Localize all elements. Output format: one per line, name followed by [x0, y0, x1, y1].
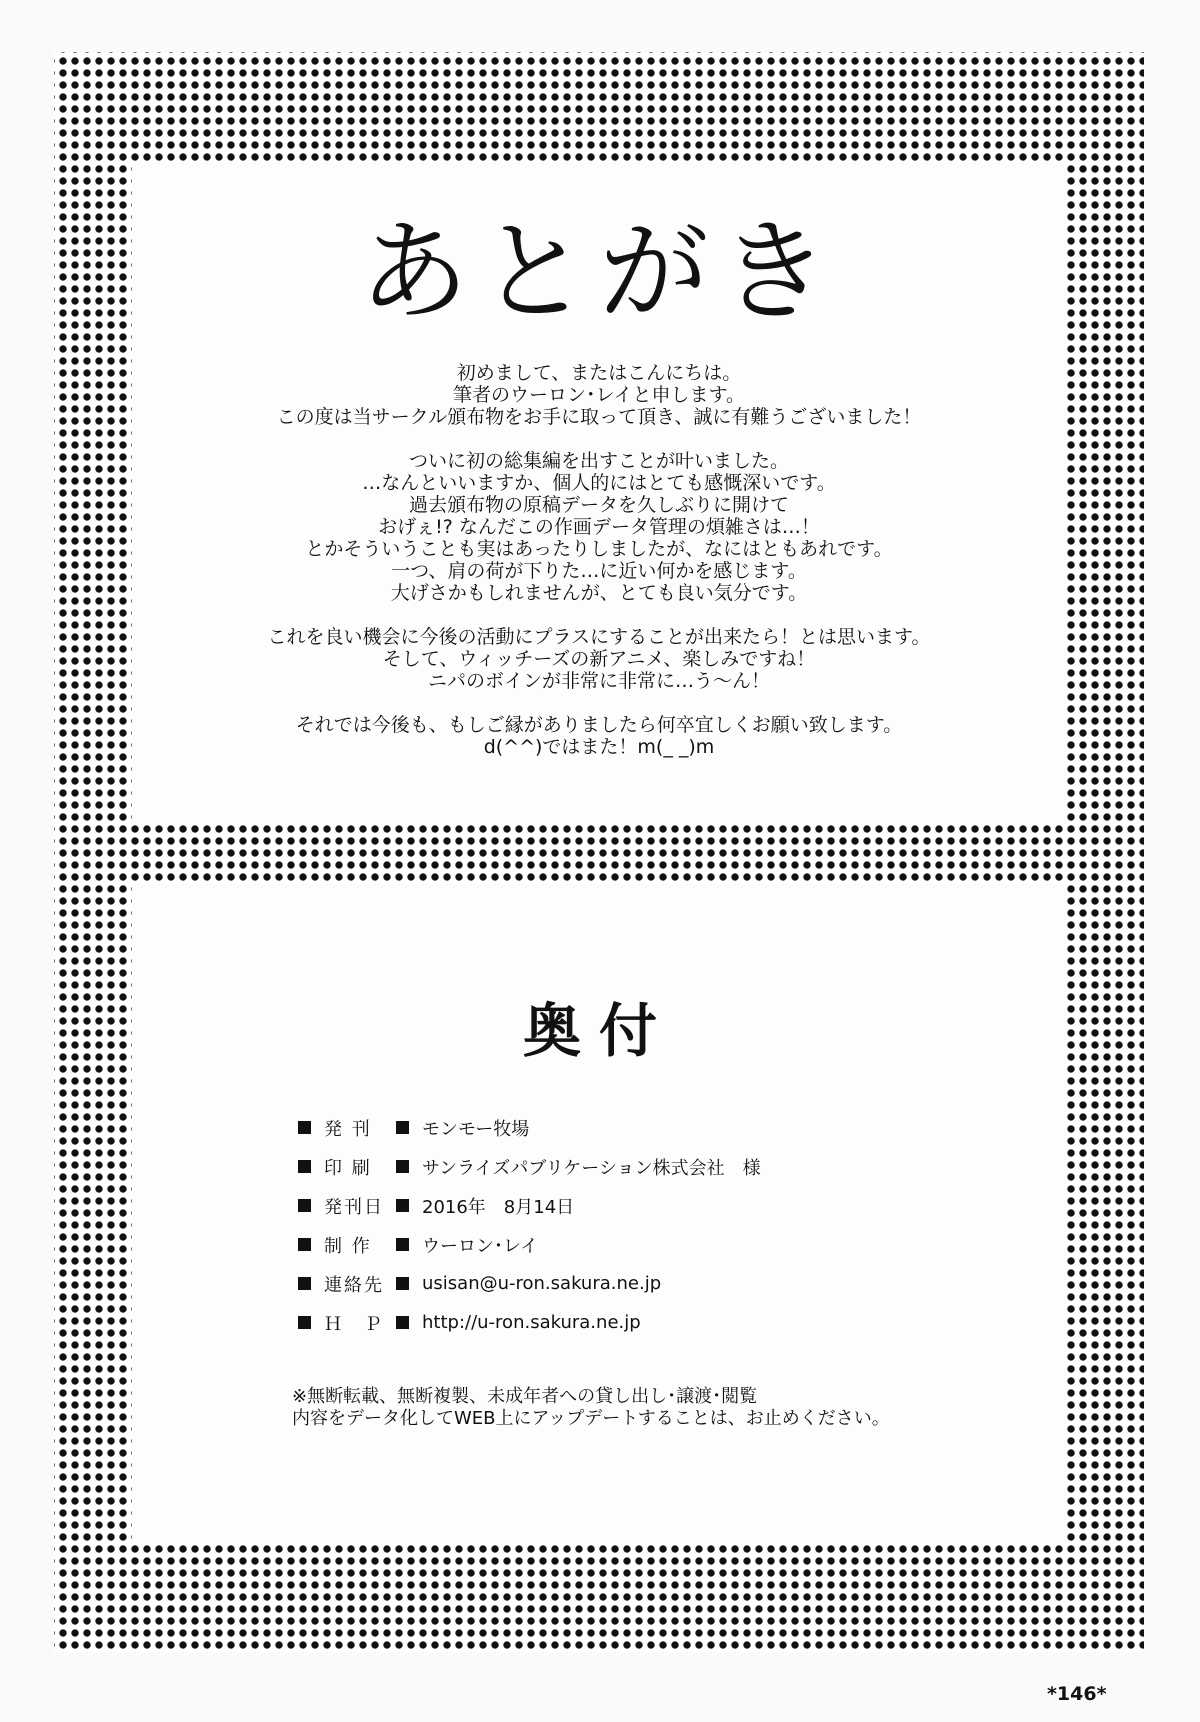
afterword-line: これを良い機会に今後の活動にプラスにすることが出来たら！とは思います。 [267, 626, 931, 648]
copyright-notice [292, 1386, 890, 1430]
colophon-label: Ｈ Ｐ [324, 1313, 384, 1335]
square-bullet-icon [298, 1160, 311, 1173]
afterword-line: 初めまして、またはこんにちは。 [456, 362, 742, 384]
colophon-panel [132, 884, 1066, 1543]
colophon-table [298, 1108, 761, 1342]
afterword-body [132, 362, 1066, 758]
colophon-label: 発刊日 [324, 1196, 384, 1218]
colophon-row [298, 1186, 761, 1225]
page-number: *146* [1047, 1683, 1107, 1705]
paragraph-gap [132, 604, 1066, 626]
colophon-value: 2016年 8月14日 [422, 1196, 575, 1218]
colophon-value: usisan@u-ron.sakura.ne.jp [422, 1273, 662, 1294]
afterword-line: それでは今後も、もしご縁がありましたら何卒宜しくお願い致します。 [295, 714, 903, 736]
afterword-line: 筆者のウーロン･レイと申します。 [452, 384, 746, 406]
paragraph-gap [132, 692, 1066, 714]
square-bullet-icon [298, 1316, 311, 1329]
afterword-line: おげぇ!? なんだこの作画データ管理の煩雑さは…！ [378, 516, 820, 538]
colophon-value: モンモー牧場 [422, 1118, 530, 1140]
square-bullet-icon [396, 1160, 409, 1173]
afterword-line: とかそういうことも実はあったりしましたが、なにはともあれです。 [305, 538, 893, 560]
square-bullet-icon [396, 1238, 409, 1251]
square-bullet-icon [298, 1199, 311, 1212]
colophon-value: ウーロン･レイ [422, 1235, 539, 1257]
colophon-label: 発 刊 [324, 1118, 372, 1140]
square-bullet-icon [396, 1199, 409, 1212]
afterword-line: ニパのボインが非常に非常に…う～ん！ [427, 670, 770, 692]
afterword-line: …なんといいますか、個人的にはとても感慨深いです。 [362, 472, 836, 494]
afterword-line: 一つ、肩の荷が下りた…に近い何かを感じます。 [391, 560, 807, 582]
colophon-label: 制 作 [324, 1235, 372, 1257]
afterword-line: 過去頒布物の原稿データを久しぶりに開けて [408, 494, 789, 516]
afterword-line: そして、ウィッチーズの新アニメ、楽しみですね！ [382, 648, 816, 670]
colophon-row [298, 1264, 761, 1303]
colophon-row [298, 1303, 761, 1342]
afterword-line: この度は当サークル頒布物をお手に取って頂き、誠に有難うございました！ [276, 406, 922, 428]
colophon-row [298, 1225, 761, 1264]
colophon-title: 奥付 [522, 997, 675, 1065]
colophon-label: 連絡先 [324, 1274, 384, 1296]
afterword-line: d(^^)ではまた！m(_ _)m [483, 736, 715, 758]
afterword-line: ついに初の総集編を出すことが叶いました。 [408, 450, 789, 472]
afterword-panel [132, 163, 1066, 825]
square-bullet-icon [298, 1238, 311, 1251]
colophon-row [298, 1108, 761, 1147]
colophon-value: http://u-ron.sakura.ne.jp [422, 1312, 641, 1333]
square-bullet-icon [298, 1277, 311, 1290]
square-bullet-icon [298, 1121, 311, 1134]
colophon-value: サンライズパブリケーション株式会社 様 [422, 1157, 761, 1179]
square-bullet-icon [396, 1277, 409, 1290]
notice-line: 内容をデータ化してWEB上にアップデートすることは、お止めください。 [292, 1408, 890, 1429]
square-bullet-icon [396, 1121, 409, 1134]
afterword-line: 大げさかもしれませんが、とても良い気分です。 [390, 582, 808, 604]
colophon-label: 印 刷 [324, 1157, 372, 1179]
paragraph-gap [132, 428, 1066, 450]
afterword-title: あとがき [359, 208, 839, 336]
notice-line: ※無断転載、無断複製、未成年者への貸し出し･譲渡･閲覧 [292, 1386, 758, 1407]
colophon-row [298, 1147, 761, 1186]
square-bullet-icon [396, 1316, 409, 1329]
